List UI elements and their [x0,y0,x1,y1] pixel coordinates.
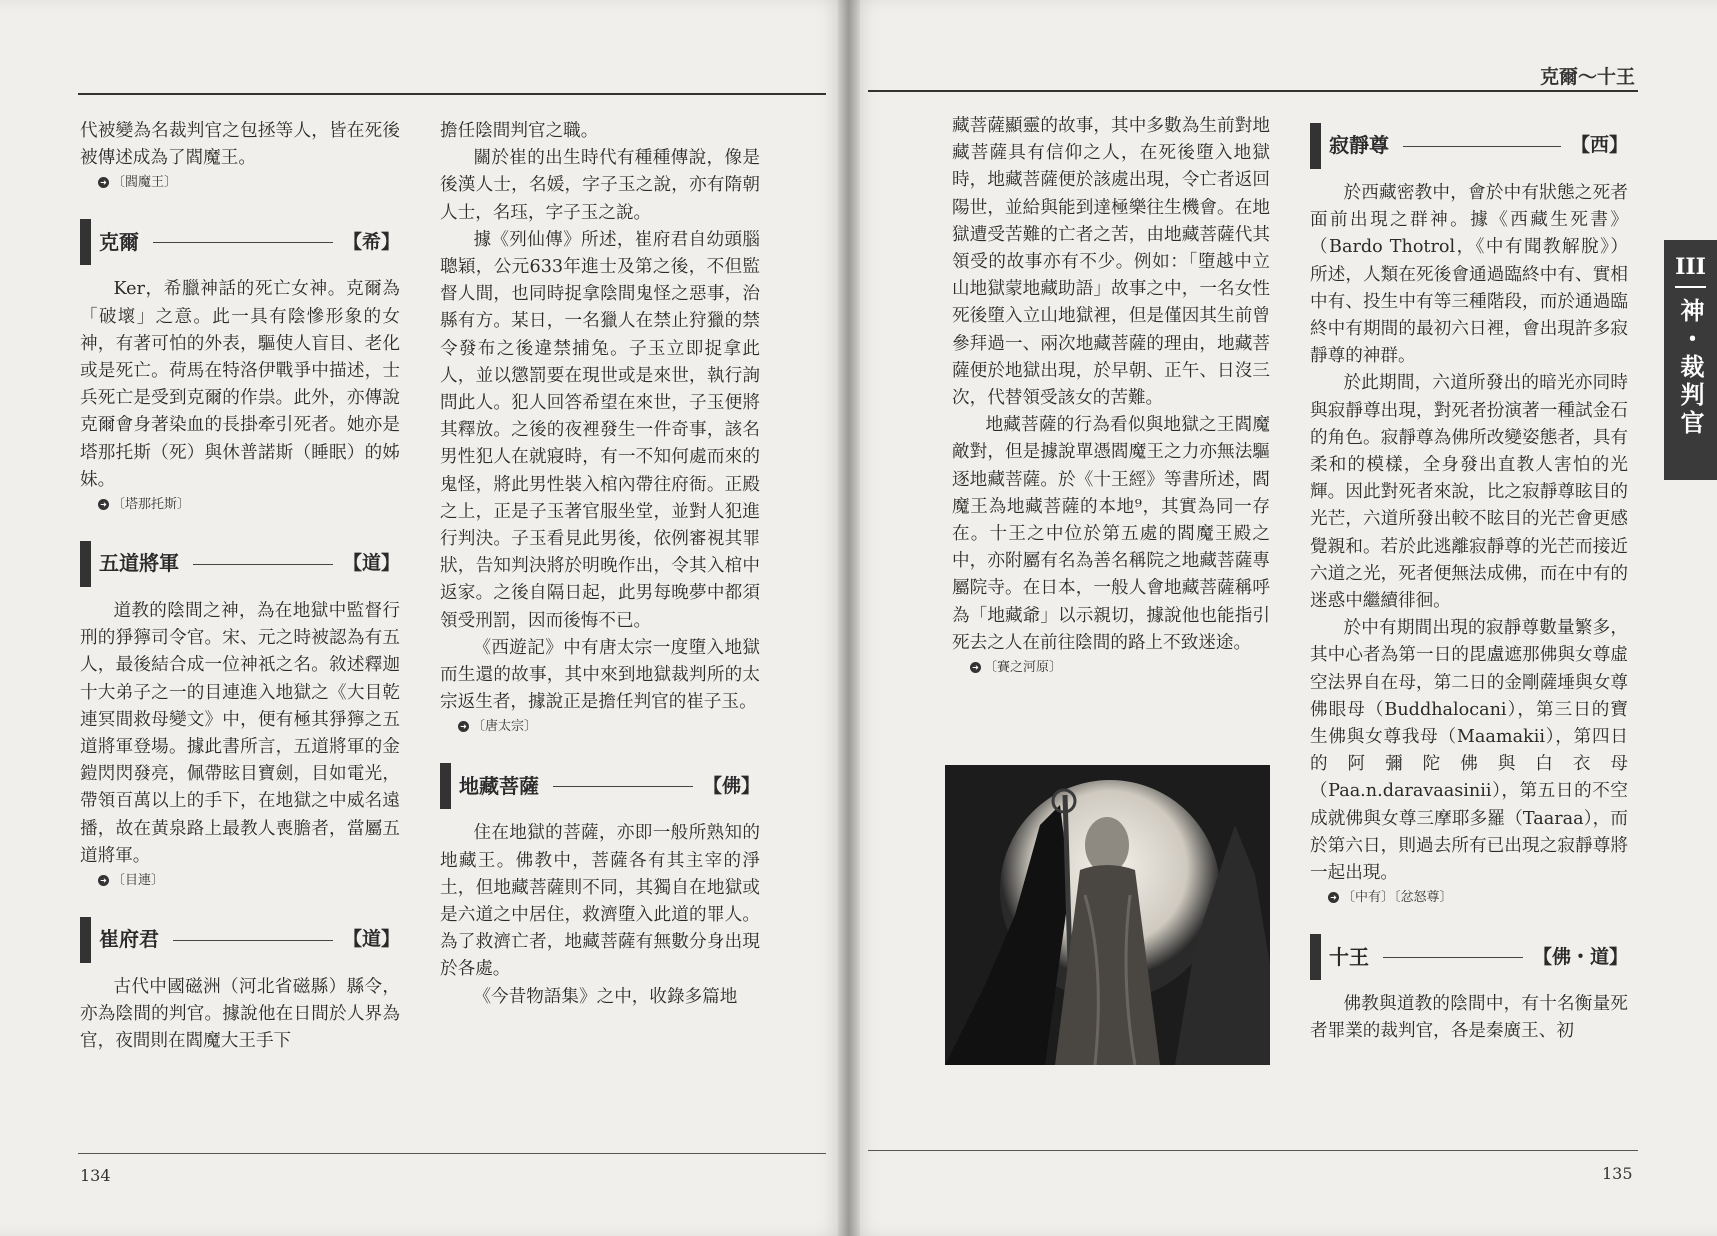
entry-body: 佛教與道教的陰間中，有十名衡量死者罪業的裁判官，各是秦廣王、初 [1310,994,1628,1042]
cross-reference: ➜ 〔賽之河原〕 [970,657,1270,679]
entry-category-tag: 【希】 [342,230,400,253]
heading-rule [553,786,693,787]
body-paragraph: 關於崔的出生時代有種種傳說，像是後漢人士，名媛，字子玉之說，亦有隋朝人士，名珏，字子玉之說。 [440,148,760,223]
column-2 [440,118,760,1011]
left-page-number: 134 [80,1166,111,1185]
column-3 [952,113,1270,681]
continued-paragraph: 代被變為名裁判官之包拯等人，皆在死後被傳述成為了閻魔王。 [80,121,400,169]
cross-reference: ➜ 〔唐太宗〕 [458,716,760,738]
entry-title: 克爾 [99,229,139,254]
entry-body: 於此期間，六道所發出的暗光亦同時與寂靜尊出現，對死者扮演著一種試金石的角色。寂靜尊為佛所改變姿態者，具有柔和的模樣，全身發出直教人害怕的光輝。因此對死者來說，比之寂靜尊眩目的光芒，六道所發出較不眩目的光芒會更感覺親和。若於此逃離寂靜尊的光芒而接近六道之光，死者便無法成佛，而在中有的迷惑中繼續徘徊。 [1310,373,1628,612]
jizo-figure-svg [945,765,1270,1065]
entry-heading-wudao-jiangjun [80,542,400,586]
continued-paragraph: 藏菩薩顯靈的故事，其中多數為生前對地藏菩薩具有信仰之人，在死後墮入地獄時，地藏菩薩便於該處出現，令亡者返回陽世，並給與能到達極樂往生機會。在地獄遭受苦難的亡者之苦，由地藏菩薩代其領受的故事亦有不少。例如：「墮越中立山地獄蒙地藏助語」故事之中，一名女性死後墮入立山地獄裡，但是僅因其生前曾參拜過一、兩次地藏菩薩的理由，地藏菩薩便於地獄出現，於早朝、正午、日沒三次，代替領受該女的苦難。 [952,116,1270,409]
entry-heading-cui-fujun [80,918,400,962]
entry-category-tag: 【西】 [1570,134,1628,157]
heading-rule [193,564,333,565]
entry-category-tag: 【道】 [342,552,400,575]
arrow-icon: ➜ [98,875,109,886]
entry-title: 崔府君 [99,927,159,952]
right-footer-rule [868,1150,1638,1151]
heading-rule [173,940,333,941]
body-paragraph: 《西遊記》中有唐太宗一度墮入地獄而生還的故事，其中來到地獄裁判所的太宗返生者，據說正是擔任判官的崔子玉。 [440,637,760,713]
arrow-icon: ➜ [98,499,109,510]
entry-heading-jizo [440,764,760,808]
cross-reference: ➜ 〔中有〕〔忿怒尊〕 [1328,887,1628,909]
entry-title: 寂靜尊 [1329,133,1389,158]
entry-body: 住在地獄的菩薩，亦即一般所熟知的地藏王。佛教中，菩薩各有其主宰的淨土，但地藏菩薩則不同，其獨自在地獄或是六道之中居住，救濟墮入此道的罪人。為了救濟亡者，地藏菩薩有無數分身出現於各處。 [440,823,760,980]
heading-bar [1310,123,1321,169]
heading-bar [80,917,91,963]
cross-reference: ➜ 〔塔那托斯〕 [98,494,400,516]
left-header-rule [78,93,826,95]
chapter-number: III [1675,254,1706,288]
book-gutter [838,0,860,1236]
entry-body: Ker，希臘神話的死亡女神。克爾為「破壞」之意。此一具有陰慘形象的女神，有著可怕的外表，驅使人盲目、老化或是死亡。荷馬在特洛伊戰爭中描述，士兵死亡是受到克爾的作祟。此外，亦傳說克爾會身著染血的長掛牽引死者。她亦是塔那托斯（死）與休普諾斯（睡眠）的姊妹。 [80,279,400,490]
entry-body: 於西藏密教中，會於中有狀態之死者面前出現之群神。據《西藏生死書》（Bardo Thotrol，《中有聞教解脫》）所述，人類在死後會通過臨終中有、實相中有、投生中有等三種階段，而於通過臨終中有期間的最初六日裡，會出現許多寂靜尊的神群。 [1310,183,1628,367]
arrow-icon: ➜ [970,662,981,673]
left-footer-rule [78,1153,826,1154]
entry-title: 五道將軍 [99,551,179,576]
heading-rule [153,242,333,243]
jizo-bodhisattva-illustration [945,765,1270,1065]
entry-category-tag: 【佛・道】 [1532,945,1628,968]
body-paragraph: 地藏菩薩的行為看似與地獄之王閻魔敵對，但是據說單憑閻魔王之力亦無法驅逐地藏菩薩。於《十王經》等書所述，閻魔王為地藏菩薩的本地⁹，其實為同一存在。十王之中位於第五處的閻魔王殿之中，亦附屬有名為善名稱院之地藏菩薩專屬院寺。在日本，一般人會地藏菩薩稱呼為「地藏爺」以示親切，據說他也能指引死去之人在前往陰間的路上不致迷途。 [952,415,1270,653]
continued-paragraph: 擔任陰間判官之職。 [440,121,599,141]
right-header-rule [868,90,1638,92]
entry-category-tag: 【佛】 [702,774,760,797]
entry-body: 於中有期間出現的寂靜尊數量繁多，其中心者為第一日的毘盧遮那佛與女尊虛空法界自在母，第二日的金剛薩埵與女尊佛眼母（Buddhalocani），第三日的寶生佛與女尊我母（Maamakii），第四日的阿彌陀佛與白衣母（Paa.n.daravaasinii），第五日的不空成就佛與女尊三摩耶多羅（Taaraa），而於第六日，則過去所有已出現之寂靜尊將一起出現。 [1310,618,1628,884]
heading-rule [1403,146,1561,147]
chapter-label: 神・裁判官 [1676,298,1704,438]
column-4 [1310,118,1628,1046]
entry-heading-ker [80,220,400,264]
body-paragraph: 據《列仙傳》所述，崔府君自幼頭腦聰穎，公元633年進士及第之後，不但監督人間，也同時捉拿陰間鬼怪之惡事，治縣有方。某日，一名獵人在禁止狩獵的禁令發布之後違禁捕兔。子玉立即捉拿此人，並以懲罰要在現世或是來世，執行詢問此人。犯人回答希望在來世，子玉便將其釋放。之後的夜裡發生一件奇事，該名男性犯人在就寢時，有一不知何處而來的鬼怪，將此男性裝入棺內帶往府衙。正殿之上，正是子玉著官服坐堂，並對人犯進行判決。子玉看見此男後，依例審視其罪狀，告知判決將於明晚作出，令其入棺中返家。之後自隔日起，此男每晚夢中都須領受刑罰，因而後悔不已。 [440,229,760,631]
entry-title: 地藏菩薩 [459,773,539,798]
arrow-icon: ➜ [98,177,109,188]
right-page-number: 135 [1602,1164,1633,1183]
heading-bar [440,763,451,809]
entry-heading-peaceful-deities [1310,124,1628,168]
entry-category-tag: 【道】 [342,928,400,951]
entry-body: 古代中國磁洲（河北省磁縣）縣令，亦為陰間的判官。據說他在日間於人界為官，夜間則在閻魔大王手下 [80,977,400,1052]
cross-reference: ➜ 〔目連〕 [98,870,400,892]
entry-body: 道教的陰間之神，為在地獄中監督行刑的猙獰司令官。宋、元之時被認為有五人，最後結合成一位神祇之名。敘述釋迦十大弟子之一的目連進入地獄之《大目乾連冥間救母變文》中，便有極其猙獰之五道將軍登場。據此書所言，五道將軍的金鎧閃閃發亮，佩帶眩目寶劍，目如電光，帶領百萬以上的手下，在地獄之中威名遠播，故在黃泉路上最教人喪膽者，當屬五道將軍。 [80,601,400,866]
entry-body: 《今昔物語集》之中，收錄多篇地 [473,986,738,1007]
cross-reference: ➜ 〔閻魔王〕 [98,172,400,194]
arrow-icon: ➜ [458,721,469,732]
running-head: 克爾～十王 [1539,66,1635,88]
figure-head [1085,817,1129,873]
entry-heading-ten-kings [1310,935,1628,979]
chapter-side-tab [1664,240,1717,480]
heading-bar [80,541,91,587]
arrow-icon: ➜ [1328,892,1339,903]
column-1 [80,118,400,1056]
heading-rule [1383,957,1523,958]
heading-bar [80,219,91,265]
heading-bar [1310,934,1321,980]
entry-title: 十王 [1329,944,1369,969]
